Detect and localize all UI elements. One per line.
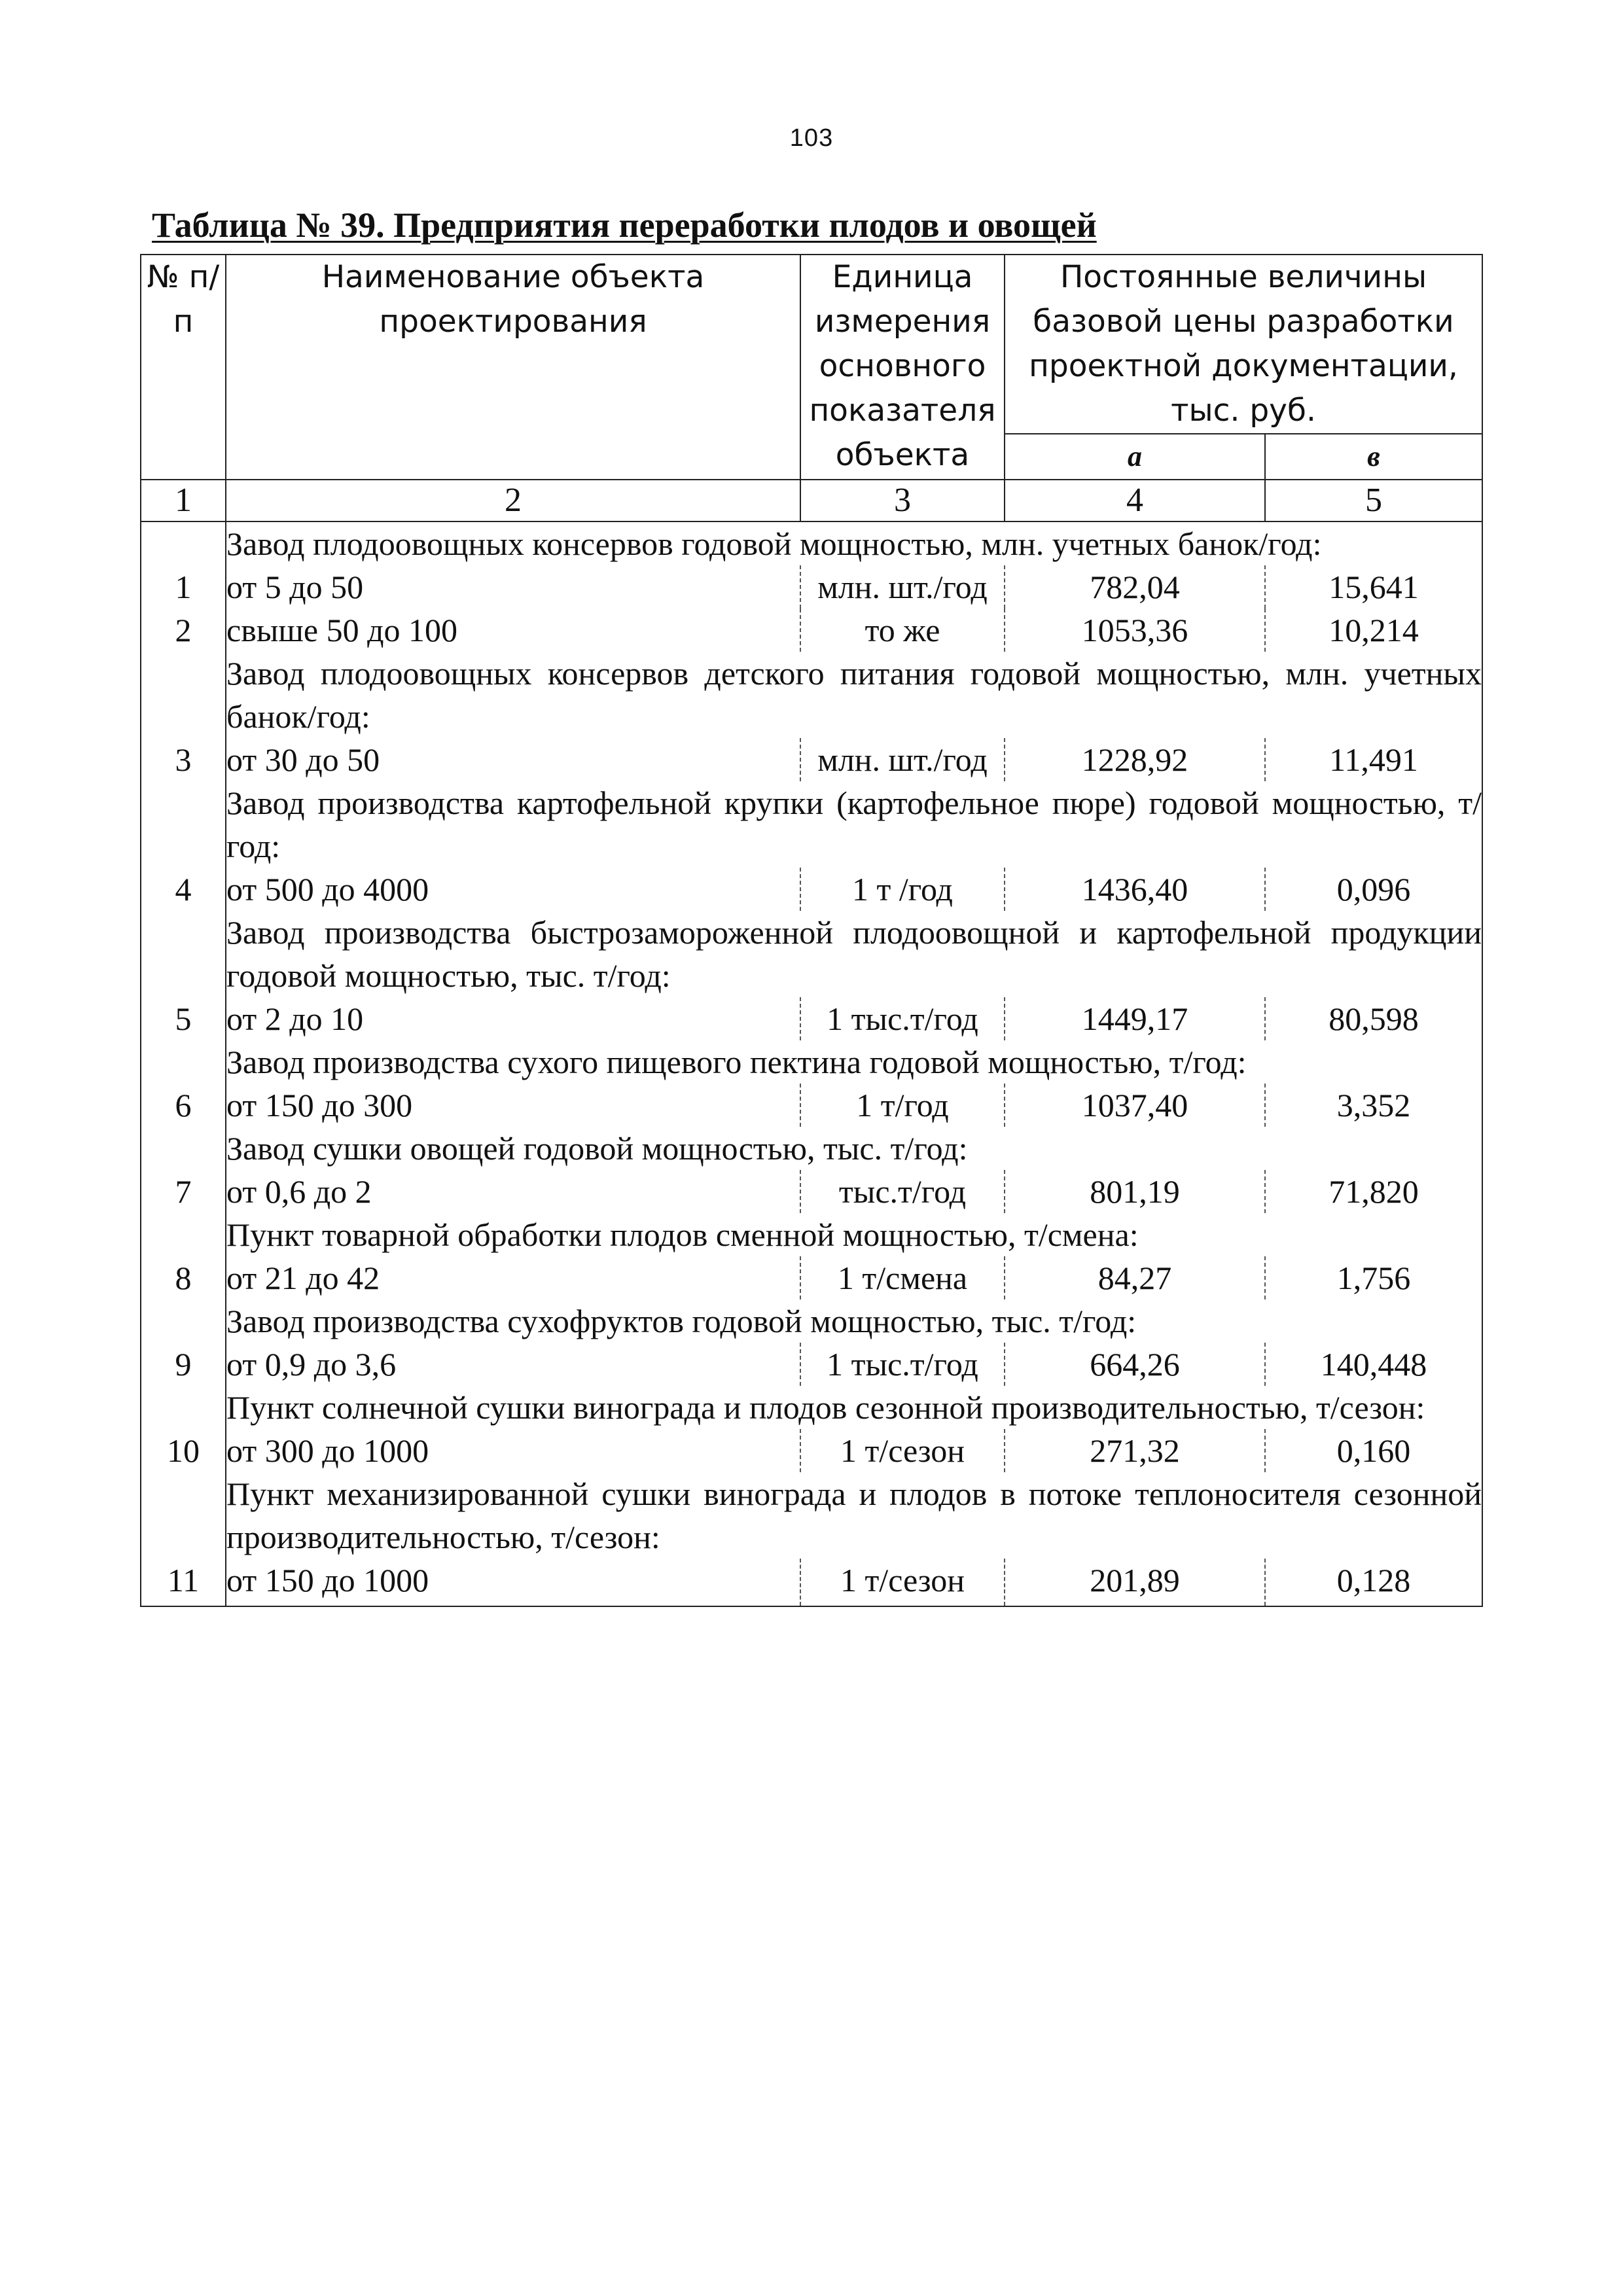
group-title-row [141, 781, 1482, 868]
row-number: 4 [141, 868, 226, 911]
row-value-a: 1436,40 [1081, 871, 1188, 908]
row-unit: 1 тыс.т/год [800, 997, 1005, 1040]
row-number: 11 [141, 1559, 226, 1606]
column-number: 2 [226, 480, 800, 521]
row-value-b: 140,448 [1265, 1343, 1482, 1386]
row-value-a: 782,04 [1090, 569, 1180, 605]
header-row [141, 255, 1482, 434]
table-row [141, 1170, 1482, 1213]
row-number: 9 [141, 1343, 226, 1386]
column-numbers-row [141, 480, 1482, 521]
row-value-b: 3,352 [1265, 1084, 1482, 1127]
table-row [141, 1559, 1482, 1606]
table-row [141, 1256, 1482, 1299]
row-unit: 1 т/сезон [800, 1429, 1005, 1472]
row-unit: 1 т/сезон [800, 1559, 1005, 1606]
column-number: 3 [800, 480, 1005, 521]
row-name: от 150 до 300 [226, 1087, 413, 1123]
row-name: от 0,6 до 2 [226, 1173, 372, 1210]
row-value-b: 0,096 [1265, 868, 1482, 911]
row-value-a: 271,32 [1090, 1432, 1180, 1469]
header-unit: Единица измерения основного показателя объекта [800, 255, 1005, 480]
group-title-row [141, 1472, 1482, 1559]
group-title: Пункт механизированной сушки винограда и плодов в потоке теплоносителя сезонной производительностью, т/сезон: [226, 1472, 1482, 1559]
row-name: от 500 до 4000 [226, 871, 429, 908]
group-title-row [141, 521, 1482, 565]
column-number: 1 [141, 480, 226, 521]
table-row [141, 868, 1482, 911]
row-unit: млн. шт./год [800, 738, 1005, 781]
group-title: Завод производства быстрозамороженной плодоовощной и картофельной продукции годовой мощностью, тыс. т/год: [226, 911, 1482, 997]
row-value-b: 15,641 [1265, 565, 1482, 609]
header-a: а [1005, 434, 1265, 480]
row-unit: 1 тыс.т/год [800, 1343, 1005, 1386]
row-value-a: 1449,17 [1081, 1000, 1188, 1037]
row-name: от 300 до 1000 [226, 1432, 429, 1469]
group-title-row [141, 1040, 1482, 1084]
column-number: 4 [1005, 480, 1265, 521]
row-value-a: 1037,40 [1081, 1087, 1188, 1123]
table-row [141, 609, 1482, 652]
row-name: от 150 до 1000 [226, 1559, 800, 1606]
table-row [141, 1429, 1482, 1472]
table-row [141, 565, 1482, 609]
group-title: Завод плодоовощных консервов годовой мощностью, млн. учетных банок/год: [226, 521, 1482, 565]
row-value-b: 80,598 [1265, 997, 1482, 1040]
group-title: Пункт солнечной сушки винограда и плодов сезонной производительностью, т/сезон: [226, 1386, 1482, 1429]
group-title: Завод сушки овощей годовой мощностью, тыс. т/год: [226, 1127, 1482, 1170]
table-row [141, 1343, 1482, 1386]
row-value-a: 664,26 [1090, 1346, 1180, 1383]
row-value-a: 201,89 [1005, 1559, 1265, 1606]
header-b: в [1265, 434, 1482, 480]
row-value-b: 0,160 [1265, 1429, 1482, 1472]
row-number: 1 [141, 565, 226, 609]
header-num: № п/п [141, 255, 226, 480]
row-unit: 1 т /год [800, 868, 1005, 911]
price-table [140, 254, 1483, 1607]
row-unit: 1 т/смена [800, 1256, 1005, 1299]
row-number: 5 [141, 997, 226, 1040]
row-value-b: 71,820 [1265, 1170, 1482, 1213]
table-row [141, 738, 1482, 781]
row-value-a: 1228,92 [1081, 741, 1188, 778]
row-unit: тыс.т/год [800, 1170, 1005, 1213]
row-value-b: 1,756 [1265, 1256, 1482, 1299]
row-number: 8 [141, 1256, 226, 1299]
row-value-b: 11,491 [1265, 738, 1482, 781]
table-title: Таблица № 39. Предприятия переработки плодов и овощей [152, 205, 1097, 245]
group-title: Пункт товарной обработки плодов сменной мощностью, т/смена: [226, 1213, 1482, 1256]
row-value-b: 10,214 [1265, 609, 1482, 652]
row-number: 3 [141, 738, 226, 781]
group-title: Завод производства сухого пищевого пектина годовой мощностью, т/год: [226, 1040, 1482, 1084]
row-unit: 1 т/год [800, 1084, 1005, 1127]
page-number: 103 [789, 124, 834, 152]
row-value-a: 801,19 [1090, 1173, 1180, 1210]
row-number: 7 [141, 1170, 226, 1213]
row-unit: то же [800, 609, 1005, 652]
row-number: 6 [141, 1084, 226, 1127]
row-value-a: 84,27 [1097, 1260, 1172, 1296]
header-values: Постоянные величины базовой цены разработки проектной документации, тыс. руб. [1005, 255, 1482, 434]
row-name: от 0,9 до 3,6 [226, 1346, 397, 1383]
row-name: от 5 до 50 [226, 569, 364, 605]
row-number: 10 [141, 1429, 226, 1472]
group-title: Завод производства картофельной крупки (картофельное пюре) годовой мощностью, т/год: [226, 781, 1482, 868]
row-name: от 30 до 50 [226, 741, 380, 778]
row-unit: млн. шт./год [800, 565, 1005, 609]
header-name: Наименование объекта проектирования [226, 255, 800, 480]
row-name: от 2 до 10 [226, 1000, 364, 1037]
row-name: свыше 50 до 100 [226, 612, 458, 648]
group-title-row [141, 1299, 1482, 1343]
row-value-a: 1053,36 [1081, 612, 1188, 648]
table-row [141, 997, 1482, 1040]
row-value-b: 0,128 [1265, 1559, 1482, 1606]
row-name: от 21 до 42 [226, 1260, 380, 1296]
column-number: 5 [1265, 480, 1482, 521]
group-title-row [141, 911, 1482, 997]
group-title-row [141, 1127, 1482, 1170]
group-title-row [141, 652, 1482, 738]
row-number: 2 [141, 609, 226, 652]
group-title-row [141, 1213, 1482, 1256]
group-title: Завод плодоовощных консервов детского питания годовой мощностью, млн. учетных банок/год: [226, 652, 1482, 738]
group-title: Завод производства сухофруктов годовой мощностью, тыс. т/год: [226, 1299, 1482, 1343]
group-title-row [141, 1386, 1482, 1429]
table-row [141, 1084, 1482, 1127]
